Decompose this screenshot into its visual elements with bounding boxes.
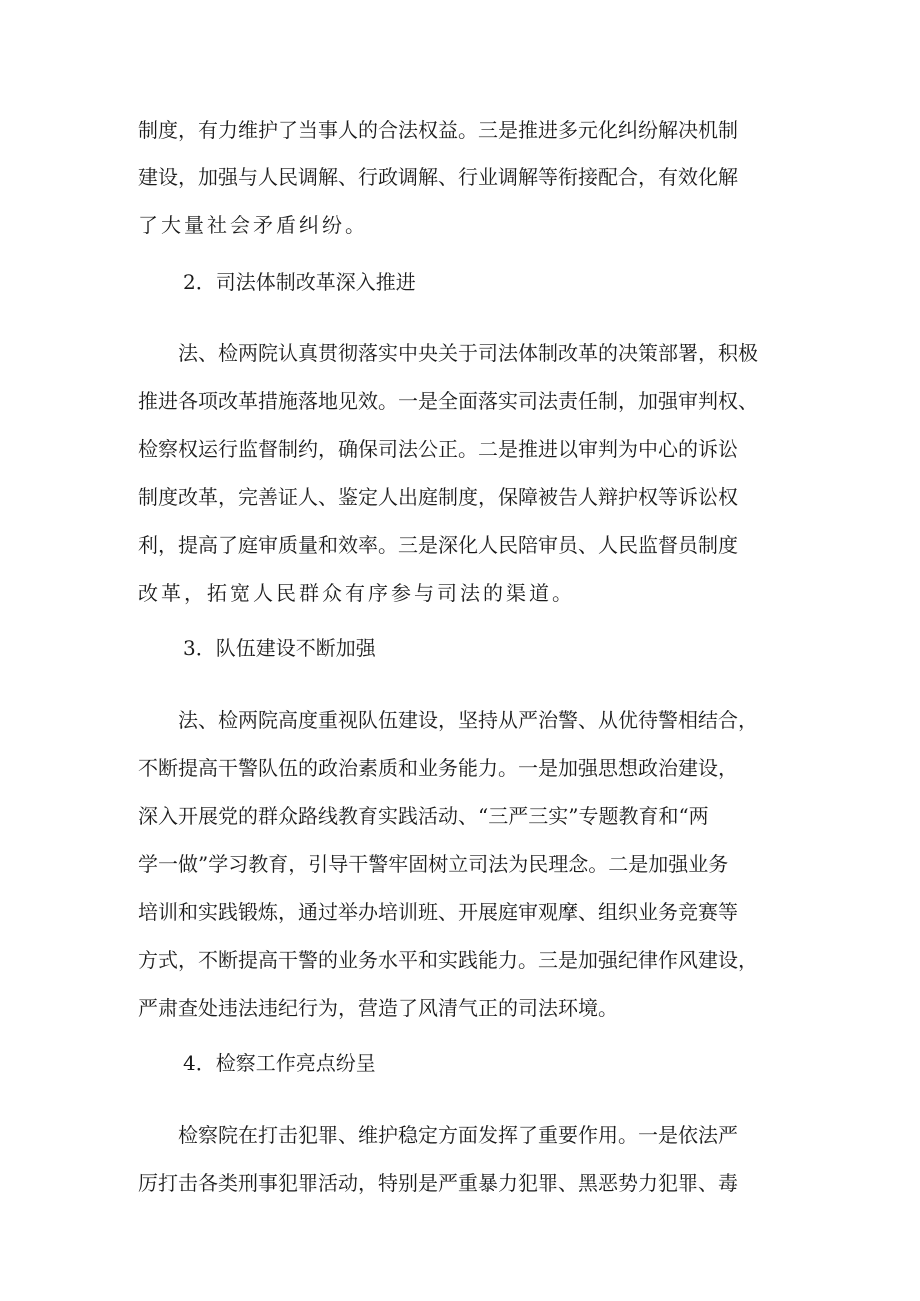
paragraph-line: 改革，拓宽人民群众有序参与司法的渠道。 [138, 581, 575, 605]
paragraph-line: 厉打击各类刑事犯罪活动，特别是严重暴力犯罪、黑恶势力犯罪、毒 [138, 1171, 738, 1195]
paragraph-line: 学一做”学习教育，引导干警牢固树立司法为民理念。二是加强业务 [138, 852, 729, 876]
paragraph-line: 方式，不断提高干警的业务水平和实践能力。三是加强纪律作风建设， [138, 948, 758, 972]
section-heading-4: 4．检察工作亮点纷呈 [183, 1051, 376, 1075]
paragraph-line: 推进各项改革措施落地见效。一是全面落实司法责任制，加强审判权、 [138, 389, 758, 413]
paragraph-line: 不断提高干警队伍的政治素质和业务能力。一是加强思想政治建设， [138, 756, 738, 780]
paragraph-line: 培训和实践锻炼，通过举办培训班、开展庭审观摩、组织业务竞赛等 [138, 900, 738, 924]
paragraph-line: 法、检两院认真贯彻落实中央关于司法体制改革的决策部署，积极 [178, 341, 758, 365]
paragraph-line: 深入开展党的群众路线教育实践活动、“三严三实”专题教育和“两 [138, 804, 709, 828]
paragraph-line: 严肃查处违法违纪行为，营造了风清气正的司法环境。 [138, 996, 618, 1020]
paragraph-line: 利，提高了庭审质量和效率。三是深化人民陪审员、人民监督员制度 [138, 533, 738, 557]
paragraph-line: 了大量社会矛盾纠纷。 [138, 213, 368, 237]
section-heading-3: 3．队伍建设不断加强 [183, 636, 376, 660]
paragraph-line: 检察院在打击犯罪、维护稳定方面发挥了重要作用。一是依法严 [178, 1123, 738, 1147]
paragraph-line: 制度，有力维护了当事人的合法权益。三是推进多元化纠纷解决机制 [138, 118, 738, 142]
paragraph-line: 法、检两院高度重视队伍建设，坚持从严治警、从优待警相结合， [178, 708, 758, 732]
section-heading-2: 2．司法体制改革深入推进 [183, 270, 416, 294]
paragraph-line: 建设，加强与人民调解、行政调解、行业调解等衔接配合，有效化解 [138, 165, 738, 189]
paragraph-line: 制度改革，完善证人、鉴定人出庭制度，保障被告人辩护权等诉讼权 [138, 485, 738, 509]
paragraph-line: 检察权运行监督制约，确保司法公正。二是推进以审判为中心的诉讼 [138, 437, 738, 461]
